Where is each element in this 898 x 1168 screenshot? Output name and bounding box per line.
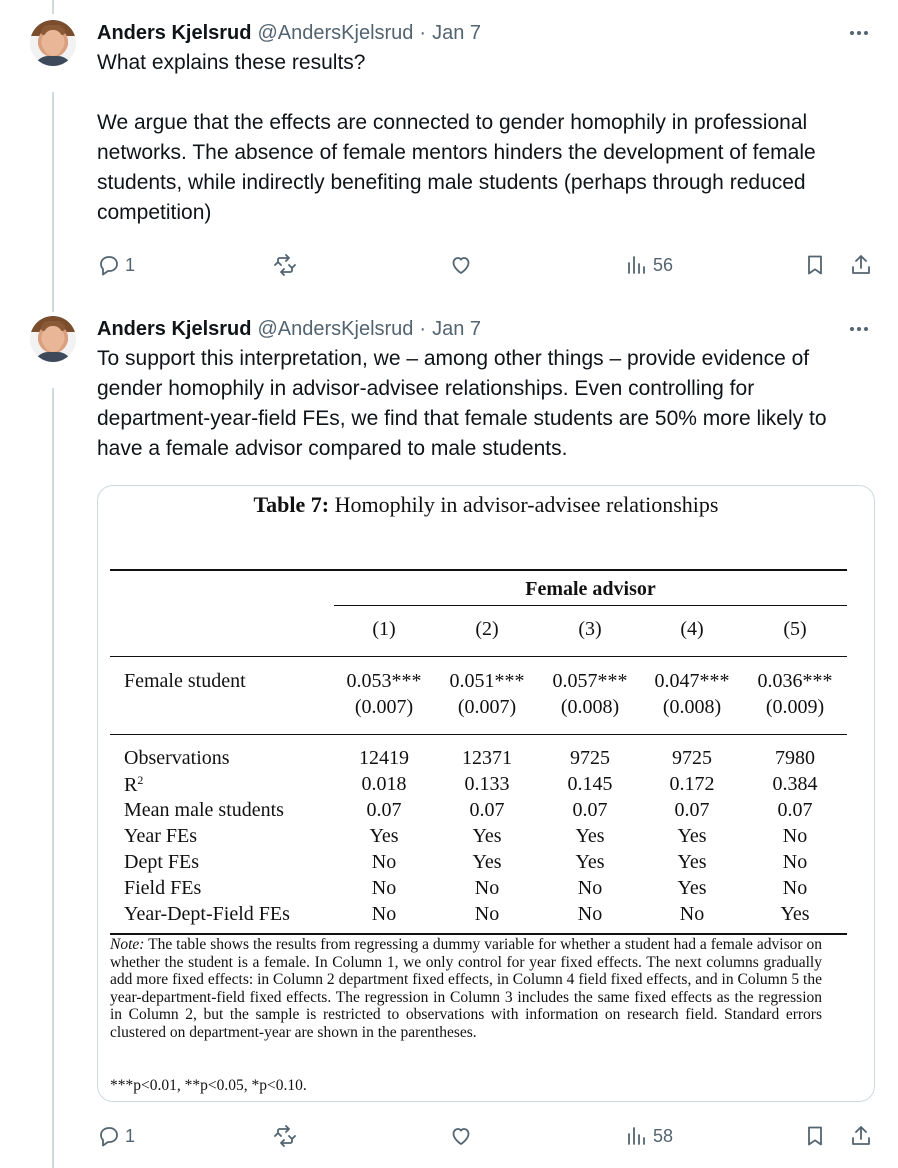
retweet-button[interactable] xyxy=(273,1121,297,1151)
views-count: 56 xyxy=(653,254,674,275)
views-icon xyxy=(625,253,649,277)
reply-icon xyxy=(97,253,121,277)
tweet-1[interactable] xyxy=(0,20,898,300)
like-button[interactable] xyxy=(449,250,473,280)
table-cell: Yes xyxy=(575,825,605,847)
retweet-icon xyxy=(273,1124,297,1148)
table-title-text: Homophily in advisor-advisee relationships xyxy=(334,492,719,517)
table-cell: 0.133 xyxy=(464,773,510,795)
more-icon[interactable] xyxy=(846,316,872,342)
retweet-button[interactable] xyxy=(273,250,297,280)
table-cell: Yes xyxy=(472,851,502,873)
table-cell: No xyxy=(679,903,705,925)
avatar[interactable] xyxy=(30,20,76,66)
table-cell: Yes xyxy=(677,877,707,899)
share-icon xyxy=(849,253,873,277)
separator: · xyxy=(419,21,427,44)
group-rule xyxy=(334,605,847,606)
like-button[interactable] xyxy=(449,1121,473,1151)
coefficient: 0.057*** xyxy=(552,670,628,692)
reply-count: 1 xyxy=(125,1125,136,1146)
bookmark-button[interactable] xyxy=(803,250,827,280)
table-cell: No xyxy=(371,877,397,899)
tweet-actions xyxy=(97,1121,877,1151)
column-header: (3) xyxy=(578,618,602,640)
table-cell: Yes xyxy=(677,851,707,873)
table-cell: No xyxy=(782,851,808,873)
row-label: Dept FEs xyxy=(124,851,199,873)
table-title xyxy=(98,492,874,518)
views-button[interactable] xyxy=(625,1121,673,1151)
female-student-label: Female student xyxy=(124,670,246,692)
retweet-icon xyxy=(273,253,297,277)
tweet-text-line: What explains these results? xyxy=(97,51,366,74)
avatar[interactable] xyxy=(30,316,76,362)
table-cell: 0.07 xyxy=(572,799,608,821)
table-cell: 7980 xyxy=(775,747,815,769)
standard-error: (0.008) xyxy=(560,696,620,718)
bookmark-icon xyxy=(803,253,827,277)
row-label: Observations xyxy=(124,747,230,769)
table-cell: 0.172 xyxy=(669,773,715,795)
coefficient: 0.036*** xyxy=(757,670,833,692)
share-button[interactable] xyxy=(849,1121,873,1151)
row-label: Year FEs xyxy=(124,825,197,847)
table-image[interactable] xyxy=(97,485,875,1102)
table-cell: Yes xyxy=(472,825,502,847)
reply-button[interactable] xyxy=(97,250,135,280)
table-cell: No xyxy=(474,877,500,899)
table-title-number: Table 7: xyxy=(253,492,330,517)
significance-note: ***p<0.01, **p<0.05, *p<0.10. xyxy=(110,1077,307,1094)
header-rule xyxy=(110,656,847,657)
table-note xyxy=(110,936,822,1042)
table-cell: 12371 xyxy=(462,747,512,769)
row-label: $R^2$ xyxy=(124,773,144,796)
table-cell: Yes xyxy=(780,903,810,925)
share-button[interactable] xyxy=(849,250,873,280)
tweet-text xyxy=(97,344,872,464)
table-cell: No xyxy=(782,825,808,847)
note-label: Note: xyxy=(110,936,145,953)
column-header: (1) xyxy=(372,618,396,640)
tweet-header xyxy=(97,20,481,46)
group-header: Female advisor xyxy=(525,578,656,600)
row-label: Year-Dept-Field FEs xyxy=(124,903,290,925)
table-cell: No xyxy=(577,877,603,899)
author-name[interactable]: Anders Kjelsrud xyxy=(97,317,252,340)
tweet-text xyxy=(97,48,872,228)
table-cell: No xyxy=(371,851,397,873)
table-cell: Yes xyxy=(369,825,399,847)
mid-rule xyxy=(110,734,847,735)
tweet-date[interactable]: Jan 7 xyxy=(432,21,482,44)
tweet-header xyxy=(97,316,481,342)
tweet-actions xyxy=(97,250,877,280)
standard-error: (0.008) xyxy=(662,696,722,718)
column-header: (5) xyxy=(783,618,807,640)
table-cell: 0.07 xyxy=(674,799,710,821)
table-cell: 9725 xyxy=(672,747,712,769)
table-cell: 0.07 xyxy=(469,799,505,821)
reply-icon xyxy=(97,1124,121,1148)
share-icon xyxy=(849,1124,873,1148)
table-cell: No xyxy=(782,877,808,899)
table-cell: 0.145 xyxy=(567,773,613,795)
top-rule xyxy=(110,569,847,571)
coefficient: 0.051*** xyxy=(449,670,525,692)
separator: · xyxy=(419,317,427,340)
row-label: Field FEs xyxy=(124,877,202,899)
bookmark-button[interactable] xyxy=(803,1121,827,1151)
thread-line-top xyxy=(52,0,54,14)
table-cell: 0.07 xyxy=(366,799,402,821)
table-cell: No xyxy=(371,903,397,925)
table-cell: No xyxy=(474,903,500,925)
views-count: 58 xyxy=(653,1125,674,1146)
views-icon xyxy=(625,1124,649,1148)
bookmark-icon xyxy=(803,1124,827,1148)
row-label: Mean male students xyxy=(124,799,284,821)
table-cell: 0.07 xyxy=(777,799,813,821)
table-cell: No xyxy=(577,903,603,925)
like-icon xyxy=(449,1124,473,1148)
tweet-text-line: To support this interpretation, we – among other things – provide evidence of gender homophily in advisor-advisee relationships. Even controlling for department-year-field FEs, we find that female students are 50% more likely to have a female advisor compared to male students. xyxy=(97,347,827,460)
author-name[interactable]: Anders Kjelsrud xyxy=(97,21,252,44)
column-header: (2) xyxy=(475,618,499,640)
table-cell: Yes xyxy=(575,851,605,873)
column-header: (4) xyxy=(680,618,704,640)
table-cell: 12419 xyxy=(359,747,409,769)
coefficient: 0.047*** xyxy=(654,670,730,692)
table-cell: 0.384 xyxy=(772,773,818,795)
tweet-text-line: We argue that the effects are connected to gender homophily in professional networks. The absence of female mentors hinders the development of female students, while indirectly benefiting male students (perhaps through reduced competition) xyxy=(97,111,816,224)
reply-button[interactable] xyxy=(97,1121,135,1151)
bottom-rule xyxy=(110,933,847,935)
table-cell: Yes xyxy=(677,825,707,847)
views-button[interactable] xyxy=(625,250,673,280)
author-handle[interactable]: @AndersKjelsrud xyxy=(257,21,414,44)
more-icon[interactable] xyxy=(846,20,872,46)
table-cell: 9725 xyxy=(570,747,610,769)
standard-error: (0.009) xyxy=(765,696,825,718)
standard-error: (0.007) xyxy=(457,696,517,718)
like-icon xyxy=(449,253,473,277)
tweet-date[interactable]: Jan 7 xyxy=(432,317,482,340)
note-text: The table shows the results from regressing a dummy variable for whether a student had a female advisor on whether the student is a female. In Column 1, we only control for year fixed effects. The next columns gradually add more fixed effects: in Column 2 department fixed effects, in Column 4 field fixed effects, and in Column 5 the year-department-field fixed effects. The regression in Column 3 includes the same fixed effects as the regression in Column 2, but the sample is restricted to observations with information on research field. Standard errors clustered on department-year are shown in the parentheses. xyxy=(110,936,822,1041)
reply-count: 1 xyxy=(125,254,136,275)
author-handle[interactable]: @AndersKjelsrud xyxy=(257,317,414,340)
coefficient: 0.053*** xyxy=(346,670,422,692)
table-cell: 0.018 xyxy=(361,773,407,795)
standard-error: (0.007) xyxy=(354,696,414,718)
